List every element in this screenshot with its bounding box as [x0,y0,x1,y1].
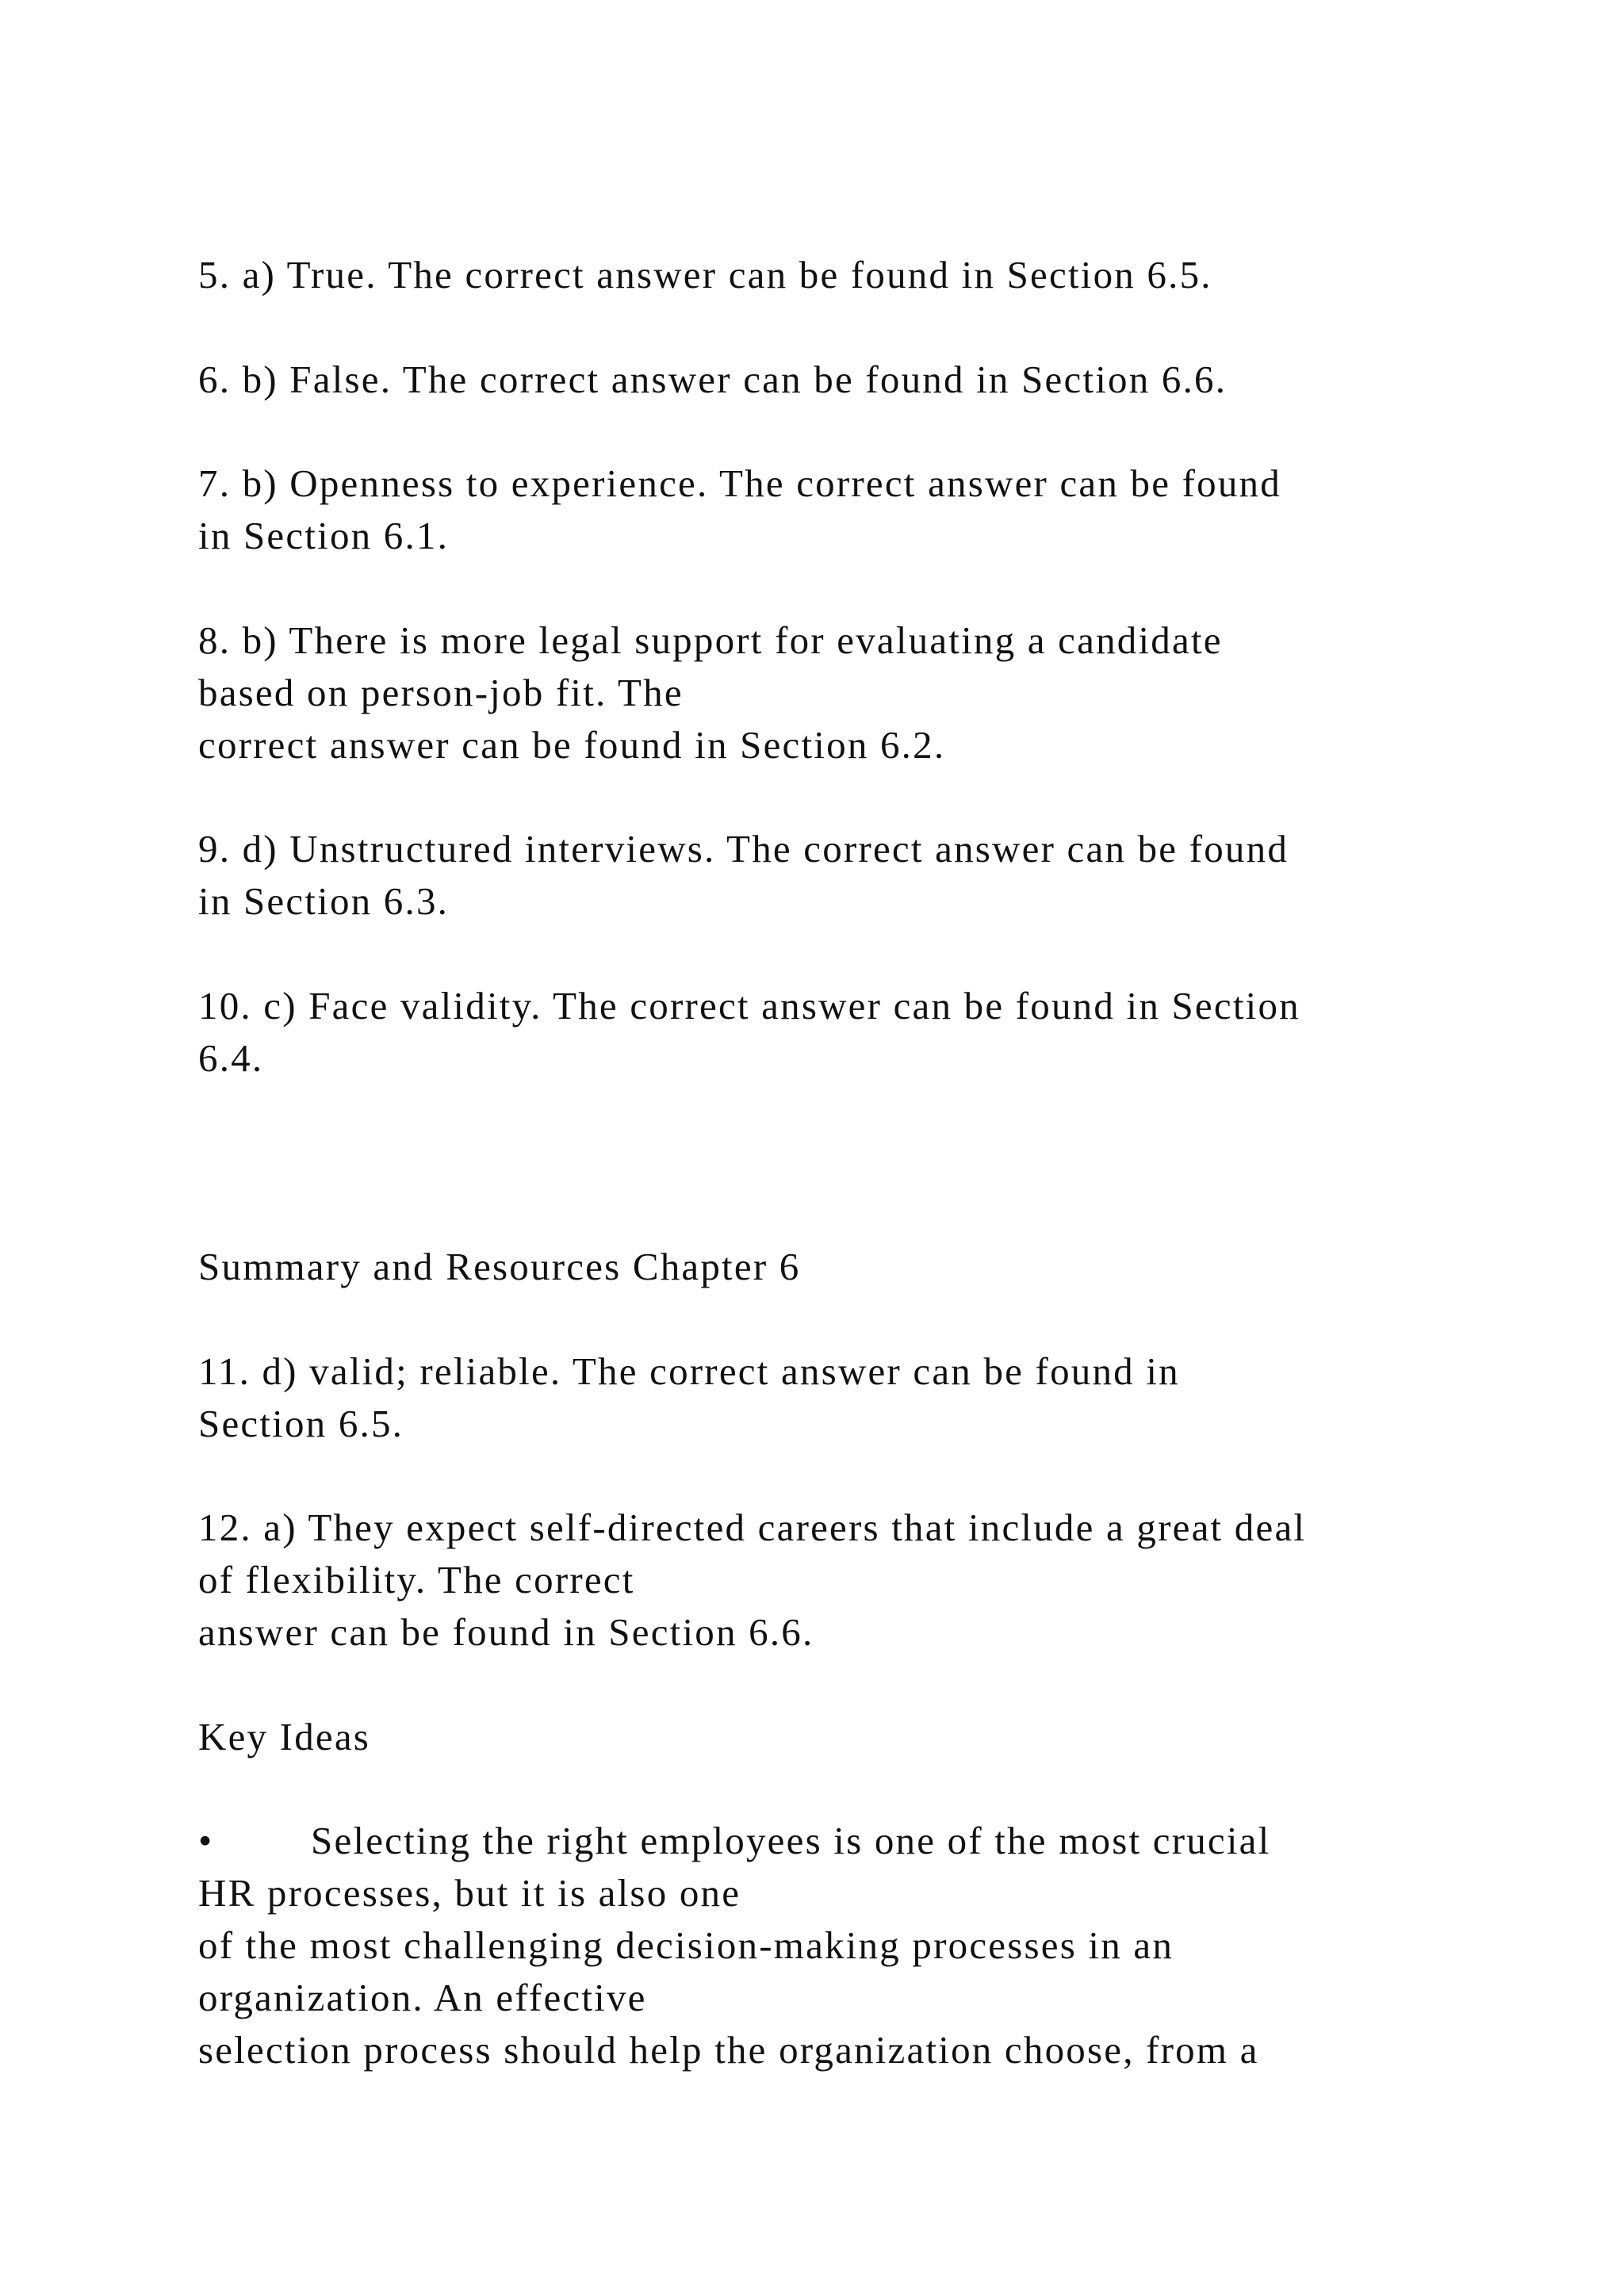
answer-7-line-1: 7. b) Openness to experience. The correct answer can be found [198,461,1281,505]
answer-5: 5. a) True. The correct answer can be found in Section 6.5. [198,253,1212,297]
key-idea-line-3: of the most challenging decision-making processes in an [198,1923,1174,1967]
answer-9-line-2: in Section 6.3. [198,879,450,923]
section-heading: Summary and Resources Chapter 6 [198,1245,801,1288]
key-idea-line-1: Selecting the right employees is one of the most crucial [311,1819,1271,1862]
answer-10-line-1: 10. c) Face validity. The correct answer can be found in Section [198,984,1300,1027]
answer-8-line-2: based on person-job fit. The [198,671,684,714]
answer-6: 6. b) False. The correct answer can be found in Section 6.6. [198,358,1228,401]
key-idea-line-5: selection process should help the organization choose, from a [198,2028,1259,2072]
key-ideas-heading: Key Ideas [198,1715,371,1758]
answer-9-line-1: 9. d) Unstructured interviews. The correct answer can be found [198,827,1289,871]
bullet-icon: • [198,1819,214,1862]
answer-8-line-1: 8. b) There is more legal support for evaluating a candidate [198,618,1223,662]
answer-12-line-3: answer can be found in Section 6.6. [198,1610,814,1654]
answer-11-line-2: Section 6.5. [198,1402,404,1445]
key-idea-line-2: HR processes, but it is also one [198,1871,741,1915]
answer-11-line-1: 11. d) valid; reliable. The correct answer can be found in [198,1349,1180,1393]
key-idea-line-4: organization. An effective [198,1976,647,2019]
answer-7-line-2: in Section 6.1. [198,514,450,557]
answer-12-line-1: 12. a) They expect self-directed careers that include a great deal [198,1506,1307,1549]
answer-12-line-2: of flexibility. The correct [198,1558,635,1601]
answer-8-line-3: correct answer can be found in Section 6.2. [198,723,946,767]
answer-10-line-2: 6.4. [198,1036,264,1080]
